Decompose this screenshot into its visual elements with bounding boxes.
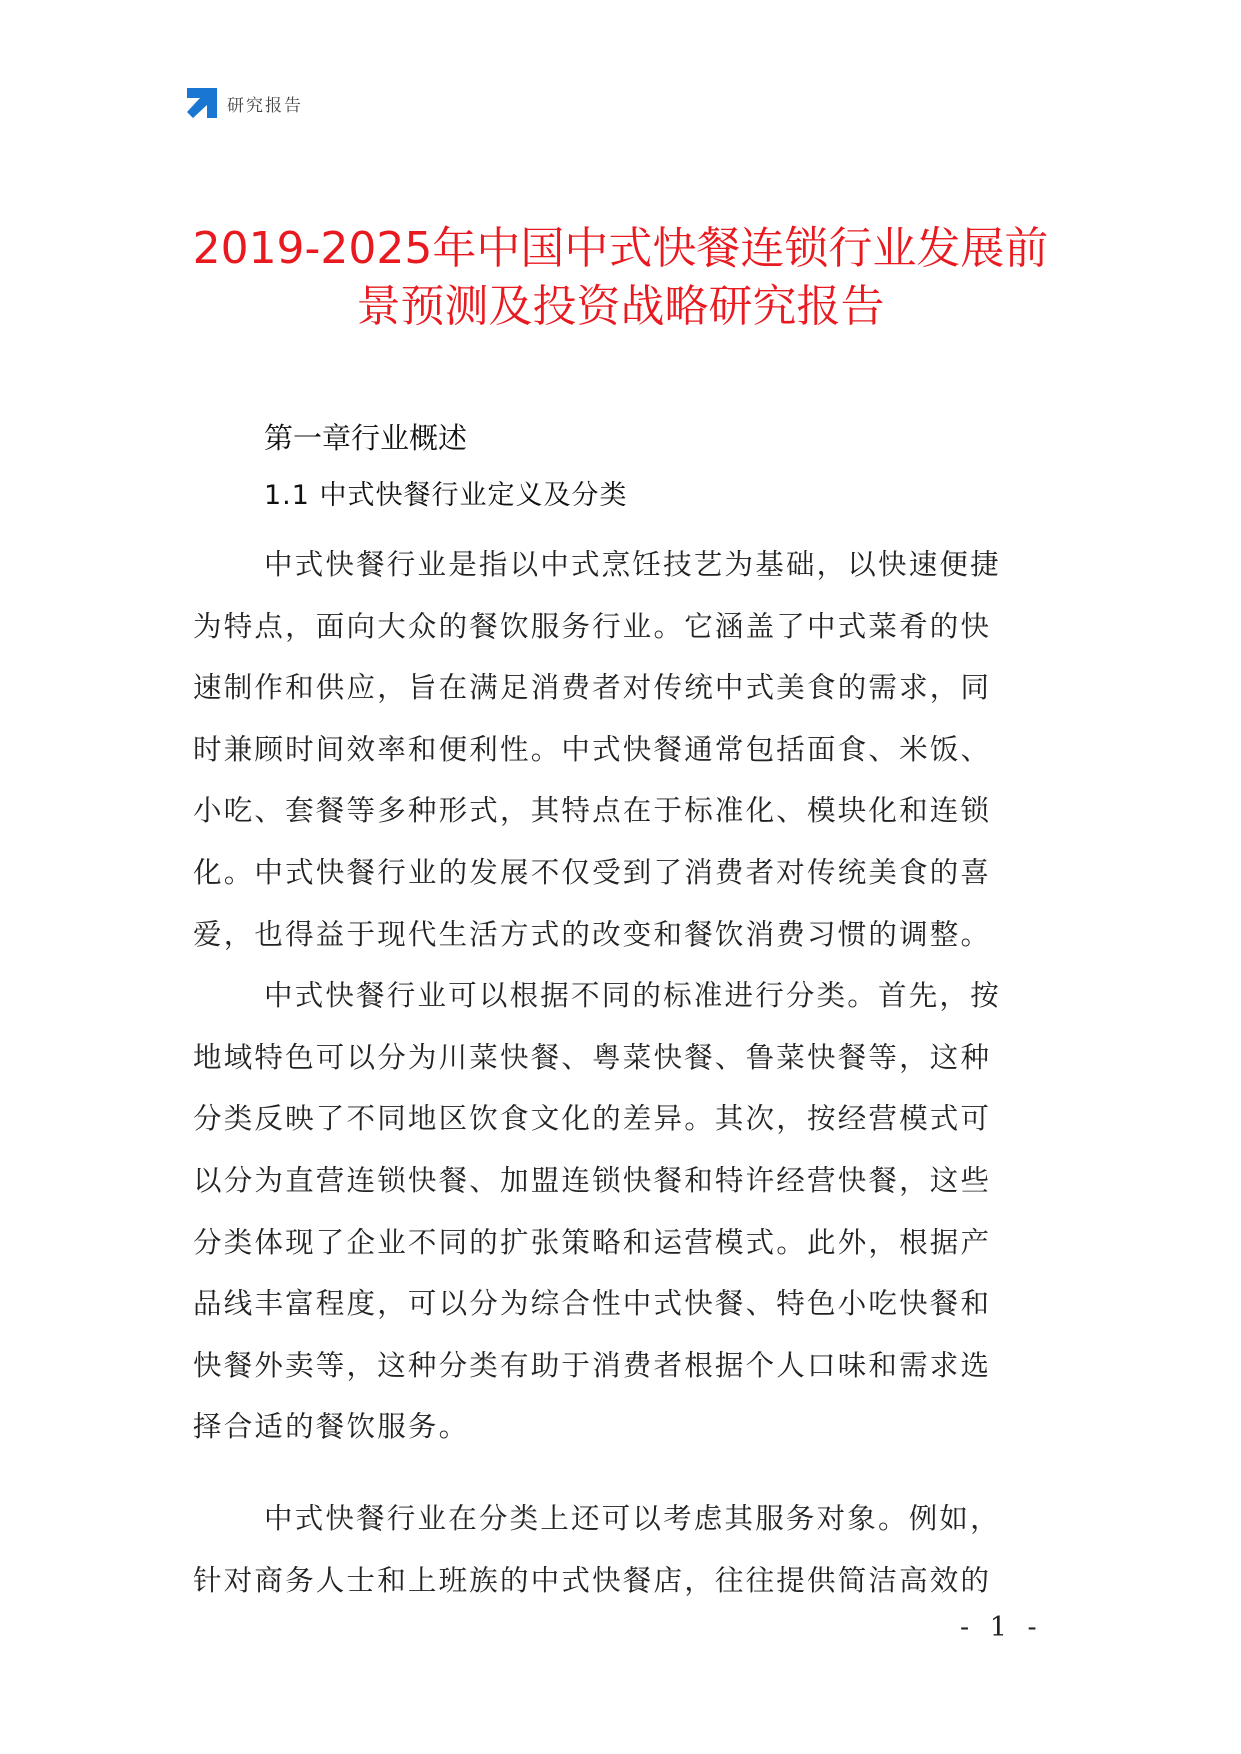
arrow-up-right-icon	[187, 88, 217, 118]
text-line: 中式快餐行业是指以中式烹饪技艺为基础，以快速便捷	[264, 548, 1001, 581]
text-line: 快餐外卖等，这种分类有助于消费者根据个人口味和需求选	[193, 1348, 992, 1382]
paragraph-definition	[193, 534, 1050, 965]
text-line: 针对商务人士和上班族的中式快餐店，往往提供简洁高效的	[193, 1563, 992, 1597]
section-heading: 1.1 中式快餐行业定义及分类	[264, 480, 628, 511]
page-number: - 1 -	[960, 1612, 1043, 1643]
text-line: 地域特色可以分为川菜快餐、粤菜快餐、鲁菜快餐等，这种	[193, 1040, 992, 1074]
text-line: 速制作和供应，旨在满足消费者对传统中式美食的需求，同	[193, 671, 992, 705]
document-title	[150, 220, 1091, 336]
text-line: 为特点，面向大众的餐饮服务行业。它涵盖了中式菜肴的快	[193, 609, 992, 643]
title-line-2: 景预测及投资战略研究报告	[356, 281, 885, 332]
title-line-1: 2019-2025年中国中式快餐连锁行业发展前	[192, 223, 1049, 274]
text-line: 化。中式快餐行业的发展不仅受到了消费者对传统美食的喜	[193, 855, 992, 889]
text-line: 以分为直营连锁快餐、加盟连锁快餐和特许经营快餐，这些	[193, 1163, 992, 1197]
chapter-heading: 第一章行业概述	[264, 421, 468, 455]
header-label: 研究报告	[227, 95, 303, 116]
text-line: 择合适的餐饮服务。	[193, 1410, 470, 1444]
paragraph-classification	[193, 965, 1050, 1458]
text-line: 分类体现了企业不同的扩张策略和运营模式。此外，根据产	[193, 1225, 992, 1259]
text-line: 中式快餐行业在分类上还可以考虑其服务对象。例如，	[264, 1501, 1001, 1535]
text-line: 爱，也得益于现代生活方式的改变和餐饮消费习惯的调整。	[193, 917, 992, 951]
text-line: 时兼顾时间效率和便利性。中式快餐通常包括面食、米饭、	[193, 732, 992, 766]
text-line: 中式快餐行业可以根据不同的标准进行分类。首先，按	[264, 979, 1001, 1013]
text-line: 品线丰富程度，可以分为综合性中式快餐、特色小吃快餐和	[193, 1287, 992, 1321]
text-line: 分类反映了不同地区饮食文化的差异。其次，按经营模式可	[193, 1102, 992, 1136]
paragraph-service-targets	[193, 1488, 1050, 1611]
report-header	[187, 88, 303, 118]
text-line: 小吃、套餐等多种形式，其特点在于标准化、模块化和连锁	[193, 794, 992, 828]
document-body	[193, 418, 1050, 1611]
